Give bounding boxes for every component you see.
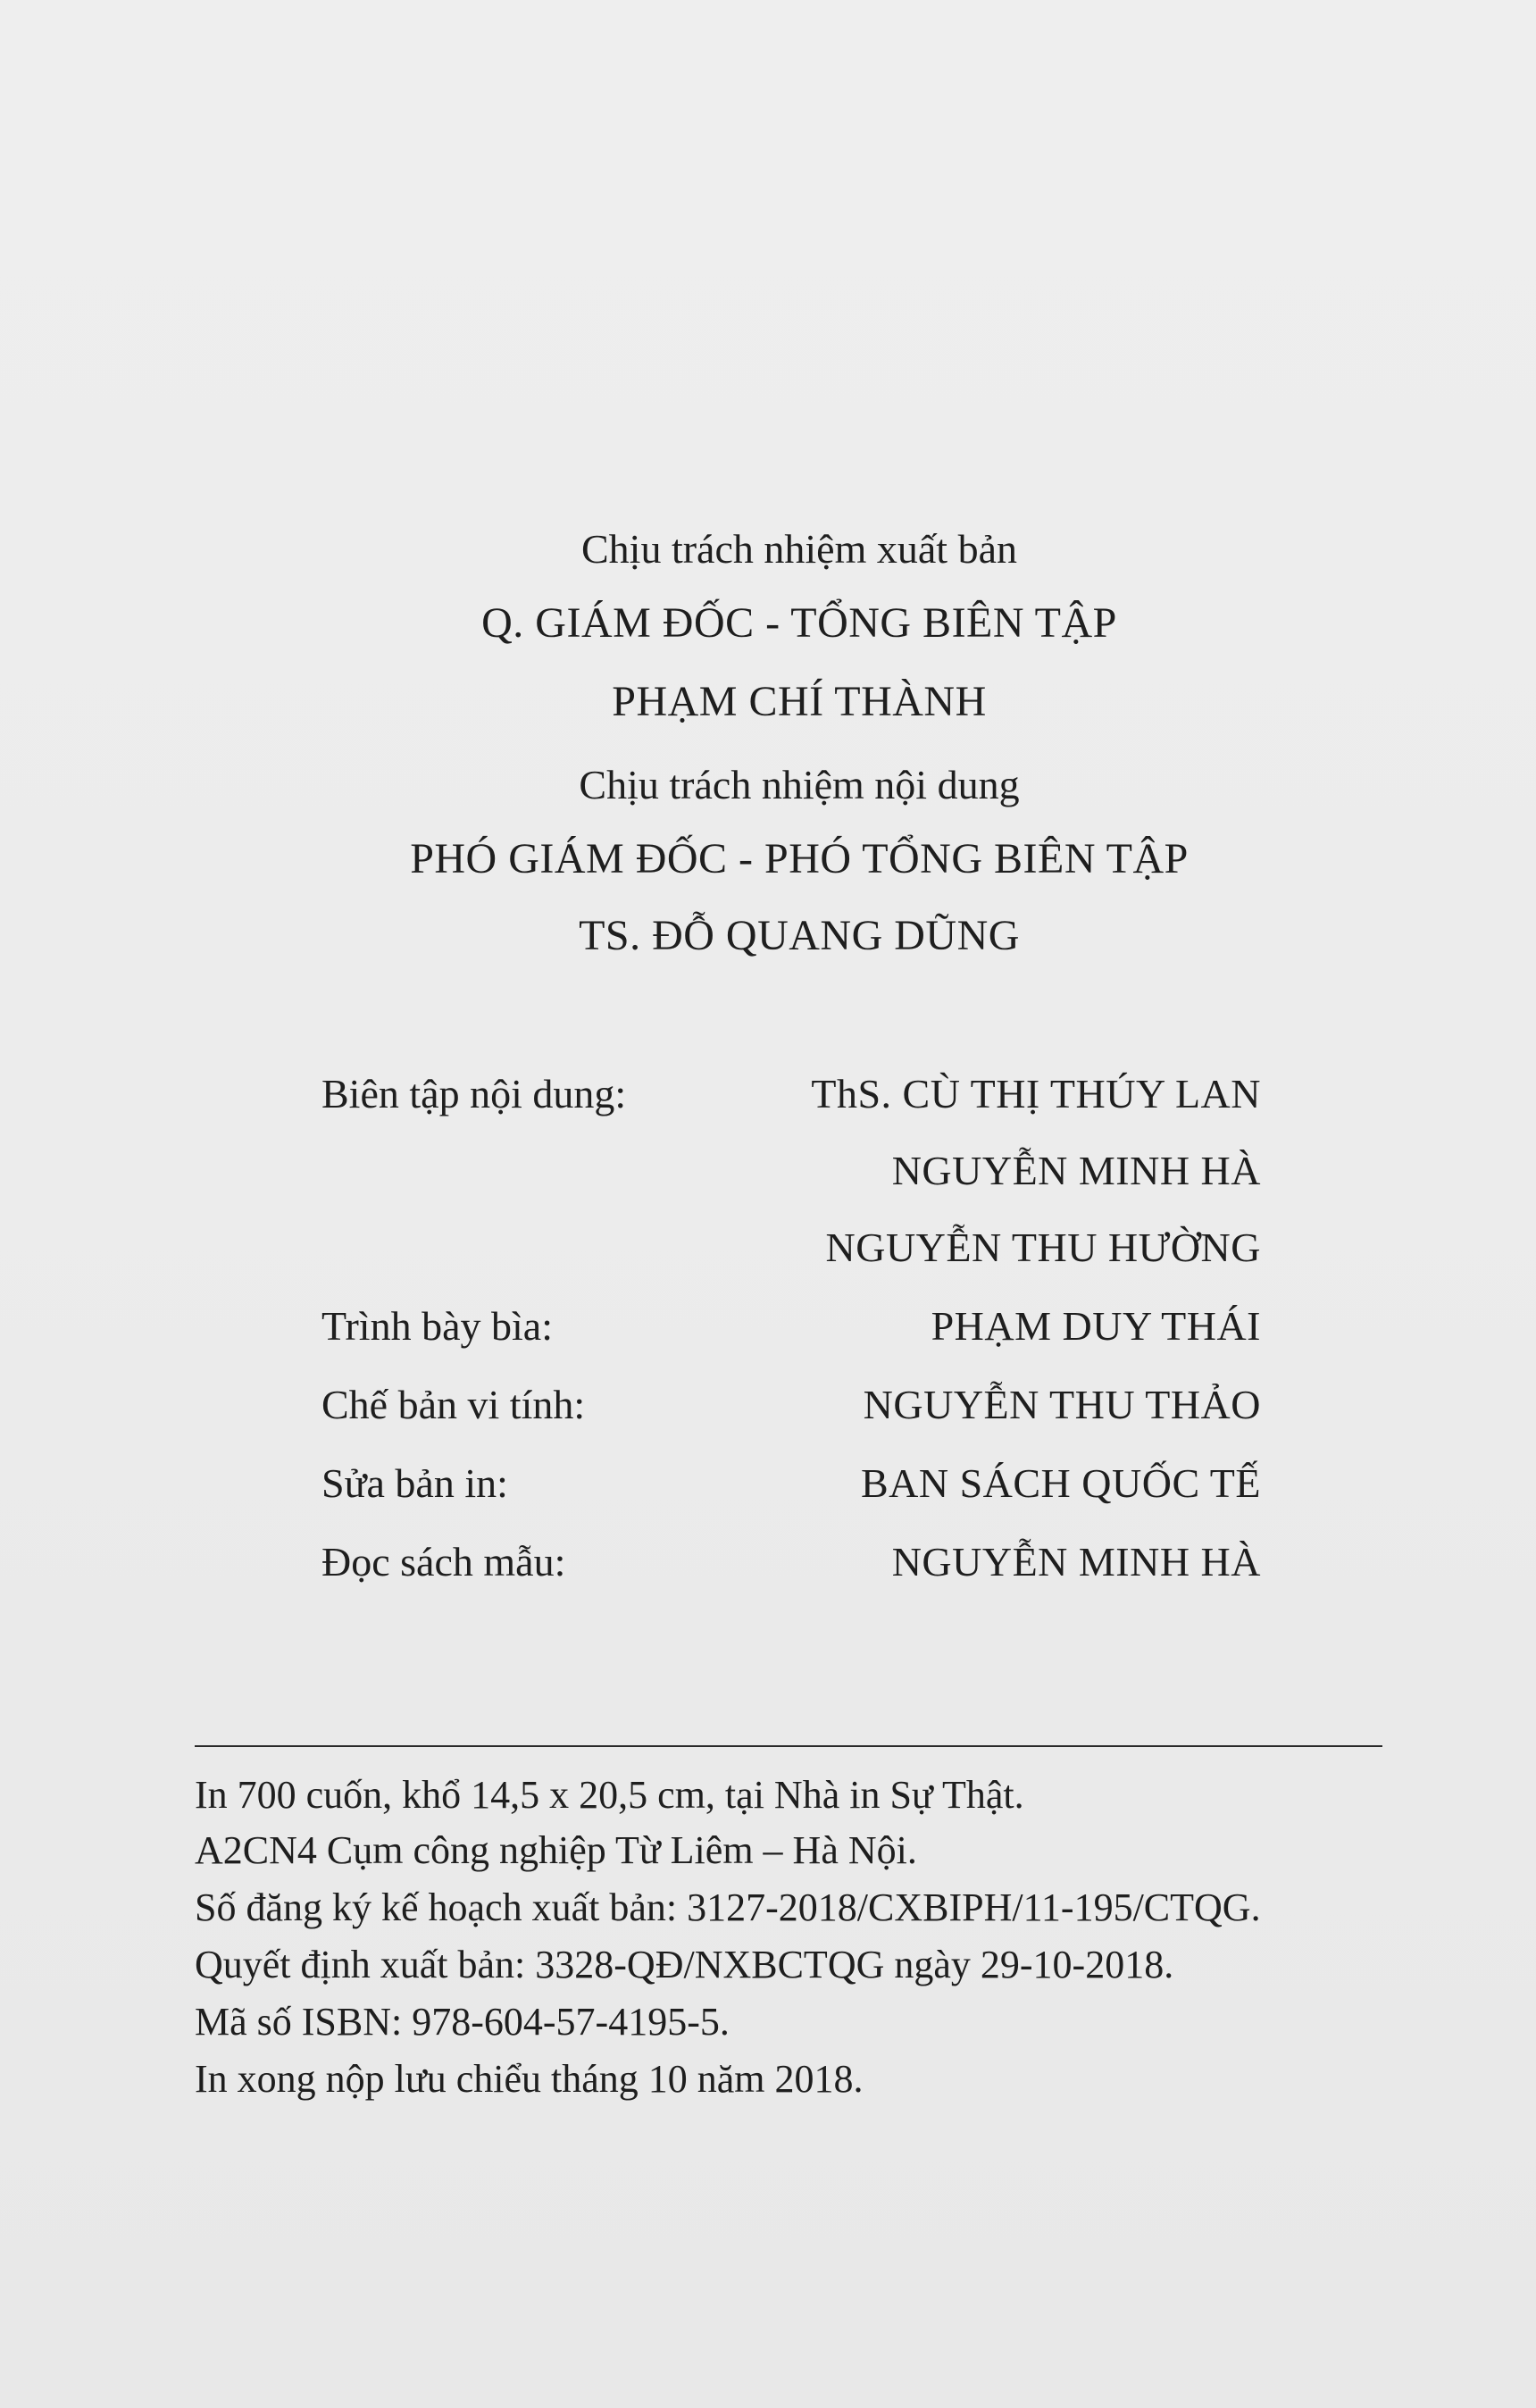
credit-name-content-editor-3: NGUYỄN THU HƯỜNG bbox=[825, 1225, 1261, 1270]
credit-name-typesetting: NGUYỄN THU THẢO bbox=[863, 1382, 1261, 1427]
credit-name-cover-design: PHẠM DUY THÁI bbox=[931, 1303, 1261, 1349]
credit-name-sample-reading: NGUYỄN MINH HÀ bbox=[891, 1539, 1261, 1584]
credit-label-typesetting: Chế bản vi tính: bbox=[321, 1382, 586, 1427]
colophon-registration-number: Số đăng ký kế hoạch xuất bản: 3127-2018/CXBIPH/11-195/CTQG. bbox=[195, 1885, 1261, 1929]
credit-label-content-editor: Biên tập nội dung: bbox=[321, 1071, 627, 1116]
credit-label-proofreading: Sửa bản in: bbox=[321, 1460, 508, 1506]
credit-name-proofreading: BAN SÁCH QUỐC TẾ bbox=[860, 1460, 1261, 1506]
colophon-print-run: In 700 cuốn, khổ 14,5 x 20,5 cm, tại Nhà in Sự Thật. bbox=[195, 1773, 1024, 1817]
credit-label-cover-design: Trình bày bìa: bbox=[321, 1303, 553, 1349]
colophon-printer-address: A2CN4 Cụm công nghiệp Từ Liêm – Hà Nội. bbox=[195, 1828, 917, 1872]
content-responsibility-heading: Chịu trách nhiệm nội dung bbox=[579, 762, 1020, 807]
credit-label-sample-reading: Đọc sách mẫu: bbox=[321, 1539, 566, 1584]
content-director-title: PHÓ GIÁM ĐỐC - PHÓ TỔNG BIÊN TẬP bbox=[410, 835, 1189, 882]
credit-name-content-editor-2: NGUYỄN MINH HÀ bbox=[891, 1148, 1261, 1193]
content-director-name: TS. ĐỖ QUANG DŨNG bbox=[579, 912, 1020, 959]
colophon-deposit-date: In xong nộp lưu chiểu tháng 10 năm 2018. bbox=[195, 2057, 864, 2101]
colophon-divider bbox=[195, 1745, 1382, 1747]
credit-name-content-editor-1: ThS. CÙ THỊ THÚY LAN bbox=[811, 1071, 1261, 1116]
publication-director-title: Q. GIÁM ĐỐC - TỔNG BIÊN TẬP bbox=[481, 599, 1117, 647]
publication-director-name: PHẠM CHÍ THÀNH bbox=[612, 678, 987, 725]
publication-responsibility-heading: Chịu trách nhiệm xuất bản bbox=[581, 526, 1017, 572]
colophon-publishing-decision: Quyết định xuất bản: 3328-QĐ/NXBCTQG ngày 29-10-2018. bbox=[195, 1943, 1174, 1986]
colophon-isbn: Mã số ISBN: 978-604-57-4195-5. bbox=[195, 2000, 730, 2044]
